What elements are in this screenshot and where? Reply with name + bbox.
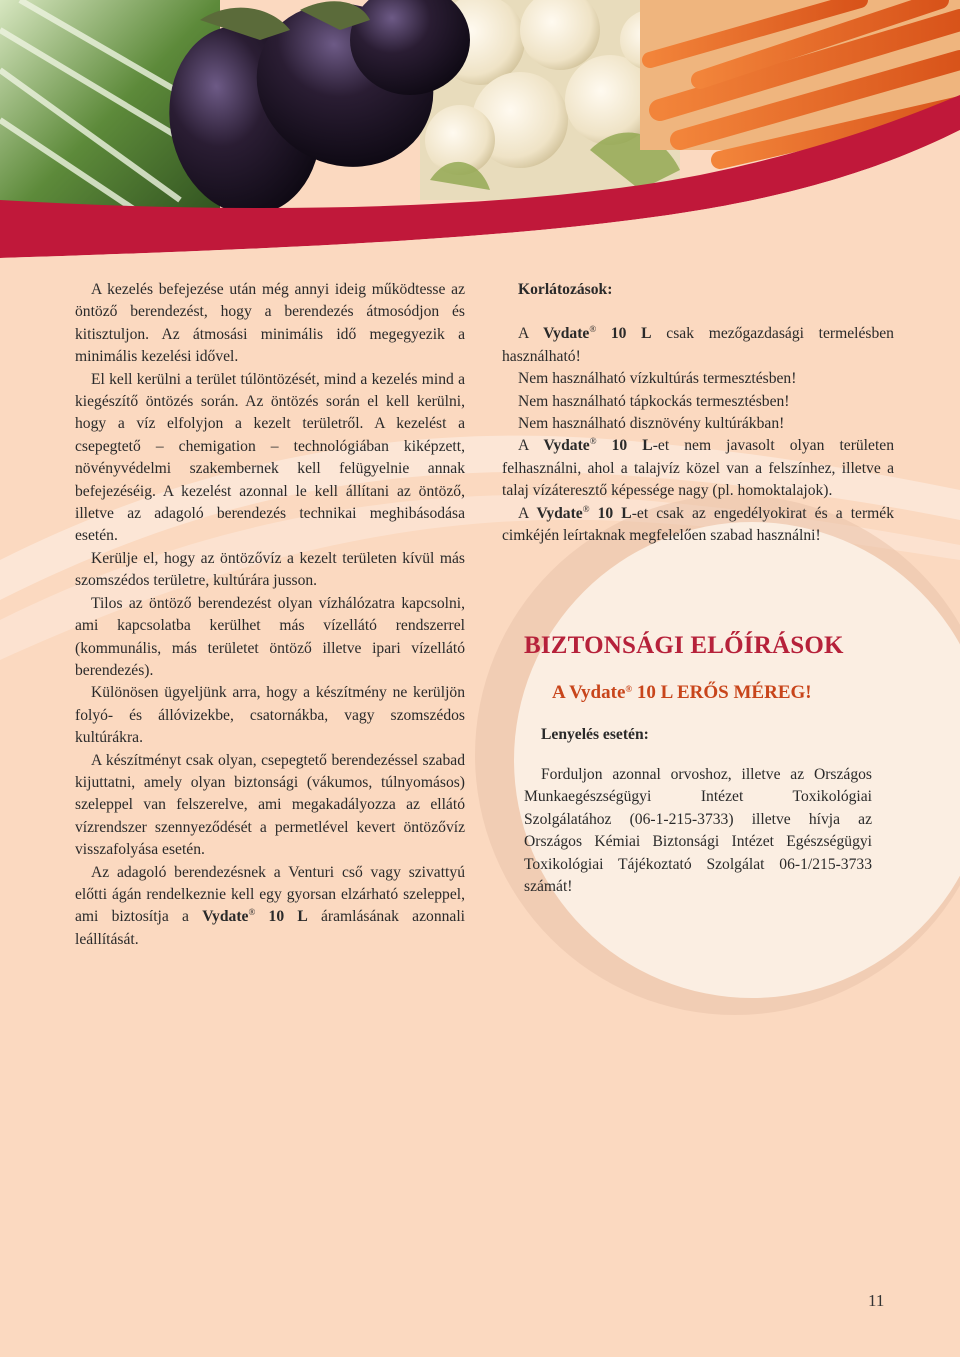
page-number: 11 <box>868 1291 885 1310</box>
ingestion-subheading: Lenyelés esetén: <box>541 726 649 743</box>
product-name: Vydate <box>543 437 590 455</box>
venturi-text-pre: Az adagoló berendezésnek a Venturi cső vagy szivattyú előtti ágán rendelkeznie kell egy gyorsan elzárható szeleppel, ami biztosítja a <box>75 863 465 926</box>
product-dose: 10 L <box>589 504 632 522</box>
registered-mark: ® <box>589 436 597 447</box>
product-dose: 10 L <box>596 437 653 455</box>
ingestion-instructions: Forduljon azonnal orvoshoz, illetve az Országos Munkaegészségügyi Intézet Toxikológiai Szolgálatához (06-1-215-3733) illetve hívja az Országos Kémiai Biztonsági Intézet Egészségügyi Toxikológiai Tájékoztató Szolgálat 06-1/215-3733 számát! <box>524 766 872 896</box>
paragraph-safety-valve: A készítményt csak olyan, csepegtető berendezéssel szabad kijuttatni, amely olyan biztonsági (vákumos, túlnyomásos) szeleppel van felszerelve, ami megakadályozza az ellátó vízrendszer szennyeződését a permetlével kevert öntözővíz visszafolyása esetén. <box>75 751 465 859</box>
registered-mark: ® <box>589 324 597 335</box>
paragraph-overwatering: El kell kerülni a terület túlöntözését, mind a kezelés mind a kiegészítő öntözés során. Az öntözés során el kell kerülni, hogy a víz elfolyjon a kezelt területről. A kezelést a csepegtető – chemigation – technológiában kiképzett, növényvédelmi szakembernek kell felügyelnie annak befejezéséig. A kezelést azonnal le kell állítani az öntöző, illetve az adagoló berendezés technikai meghibásodása esetén. <box>75 370 465 545</box>
restriction-hydroponics: Nem használható vízkultúrás termesztésben! <box>518 370 797 388</box>
product-name: Vydate <box>536 504 583 522</box>
restriction-1-pre: A <box>518 325 544 343</box>
paragraph-rinse: A kezelés befejezése után még annyi ideig működtesse az öntöző berendezést, hogy a berendezés átmosódjon és kitisztuljon. Az átmosási minimális idő megegyezik a minimális kezelési idővel. <box>75 281 465 366</box>
registered-mark: ® <box>625 684 633 694</box>
safety-section <box>524 630 872 898</box>
restriction-5-pre: A <box>518 437 544 455</box>
paragraph-venturi <box>75 862 465 952</box>
venturi-text-post: áramlásának azonnali leállítását. <box>75 908 465 948</box>
restriction-ornamentals: Nem használható disznövény kultúrákban! <box>518 415 785 433</box>
product-name: Vydate <box>543 325 590 343</box>
poison-warning <box>552 680 872 706</box>
restriction-agricultural-only <box>502 323 894 368</box>
registered-mark: ® <box>248 907 256 918</box>
safety-title: BIZTONSÁGI ELŐÍRÁSOK <box>524 632 844 659</box>
restrictions-heading: Korlátozások: <box>518 281 613 298</box>
product-dose: 10 L <box>255 908 308 926</box>
left-text-column <box>75 279 465 951</box>
restriction-5-post: -et nem javasolt olyan területen felhasználni, ahol a talajvíz közel van a felszínhez, illetve a talaj vízáteresztő képessége nagy (pl. homoktalajok). <box>502 437 894 500</box>
registered-mark: ® <box>582 503 590 514</box>
restriction-6-post: -et csak az engedélyokirat és a termék cimkéjén leírtaknak megfelelően szabad használni! <box>502 504 895 545</box>
paragraph-runoff: Kerülje el, hogy az öntözővíz a kezelt területen kívül más szomszédos területre, kultúrára jusson. <box>75 549 465 590</box>
paragraph-watercourses: Különösen ügyeljünk arra, hogy a készítmény ne kerüljön folyó- és állóvizekbe, csatornákba, vagy szomszédos kultúrákra. <box>75 684 465 747</box>
restriction-groundwater <box>502 435 894 502</box>
product-name: Vydate <box>202 908 249 926</box>
restriction-6-pre: A <box>518 504 537 522</box>
warning-post: 10 L ERŐS MÉREG! <box>632 682 812 703</box>
restriction-seedling-cubes: Nem használható tápkockás termesztésben! <box>518 392 790 410</box>
paragraph-water-network: Tilos az öntöző berendezést olyan vízhálózatra kapcsolni, ami kapcsolatba kerülhet más vízellátó rendszerrel (kommunális, más területet öntöző illetve ipari vízellátó berendezés). <box>75 594 465 679</box>
restrictions-section <box>502 279 894 547</box>
restriction-1-post: csak mezőgazdasági termelésben használható! <box>502 325 894 365</box>
warning-pre: A Vydate <box>552 682 626 703</box>
vegetable-photo-banner <box>0 0 960 258</box>
product-dose: 10 L <box>596 325 652 343</box>
restriction-label-compliance <box>502 503 894 548</box>
